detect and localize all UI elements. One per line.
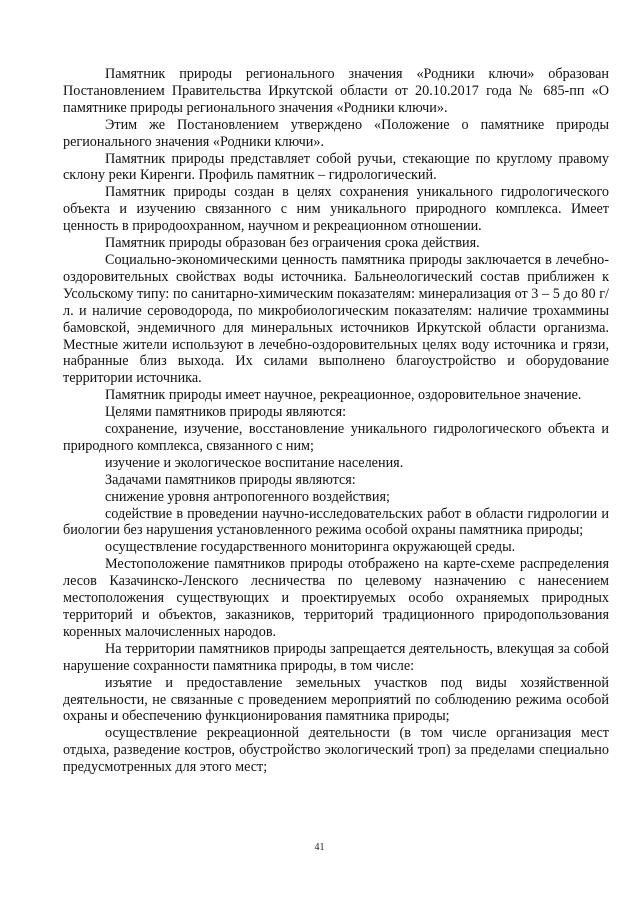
paragraph: На территории памятников природы запрещается деятельность, влекущая за собой нарушение сохранности памятника природы, в том числе:	[63, 640, 609, 674]
list-item: изучение и экологическое воспитание населения.	[105, 454, 404, 471]
paragraph: Памятник природы имеет научное, рекреационное, оздоровительное значение.	[105, 387, 582, 404]
page-number: 41	[314, 842, 325, 853]
paragraph: Памятник природы представляет собой ручьи, стекающие по круглому правому склону реки Киренги. Профиль памятник – гидрологический.	[63, 150, 609, 184]
list-item: содействие в проведении научно-исследовательских работ в области гидрологии и биологии без нарушения установленного режима особой охраны памятника природы;	[63, 505, 609, 539]
list-item: снижение уровня антропогенного воздействия;	[105, 488, 390, 505]
paragraph: Социально-экономическими ценность памятника природы заключается в лечебно-оздоровительных свойствах воды источника. Бальнеологический состав приближен к Усольскому типу: по санитарно-химическим показателям: минерализация от 3 – 5 до 80 г/л. и наличие сероводорода, по микробиологическим показателям: наличие трохаммины бамовской, эндемичного для минеральных источников Иркутской области организма. Местные жители используют в лечебно-оздоровительных целях воду источника и грязи, набранные близ выхода. Их силами выполнено благоустройство и оборудование территории источника.	[63, 251, 609, 387]
paragraph: Памятник природы регионального значения «Родники ключи» образован Постановлением Правительства Иркутской области от 20.10.2017 года № 685-пп «О памятнике природы регионального значения «Родники ключи».	[63, 66, 609, 116]
paragraph: Местоположение памятников природы отображено на карте-схеме распределения лесов Казачинско-Ленского лесничества по целевому назначению с нанесением местоположения существующих и проектируемых особо охраняемых природных территорий и объектов, заказников, территорий традиционного природопользования коренных малочисленных народов.	[63, 556, 609, 640]
list-item: осуществление государственного мониторинга окружающей среды.	[105, 539, 516, 556]
list-item: осуществление рекреационной деятельности (в том числе организация мест отдыха, разведение костров, обустройство экологический троп) за пределами специально предусмотренных для этого мест;	[63, 725, 609, 776]
document-body	[63, 66, 609, 776]
paragraph: Этим же Постановлением утверждено «Положение о памятнике природы регионального значения «Родники ключи».	[63, 116, 609, 150]
paragraph: Задачами памятников природы являются:	[105, 471, 356, 488]
list-item: сохранение, изучение, восстановление уникального гидрологического объекта и природного комплекса, связанного с ним;	[63, 421, 609, 454]
paragraph: Памятник природы образован без ограичения срока действия.	[105, 235, 480, 252]
list-item: изъятие и предоставление земельных участков под виды хозяйственной деятельности, не связанные с проведением мероприятий по соблюдению режима особой охраны и обеспечению функционирования памятника природы;	[63, 674, 609, 725]
paragraph: Целями памятников природы являются:	[105, 404, 347, 421]
paragraph: Памятник природы создан в целях сохранения уникального гидрологического объекта и изучению связанного с ним уникального природного комплекса. Имеет ценность в природоохранном, научном и рекреационном отношении.	[63, 184, 609, 235]
